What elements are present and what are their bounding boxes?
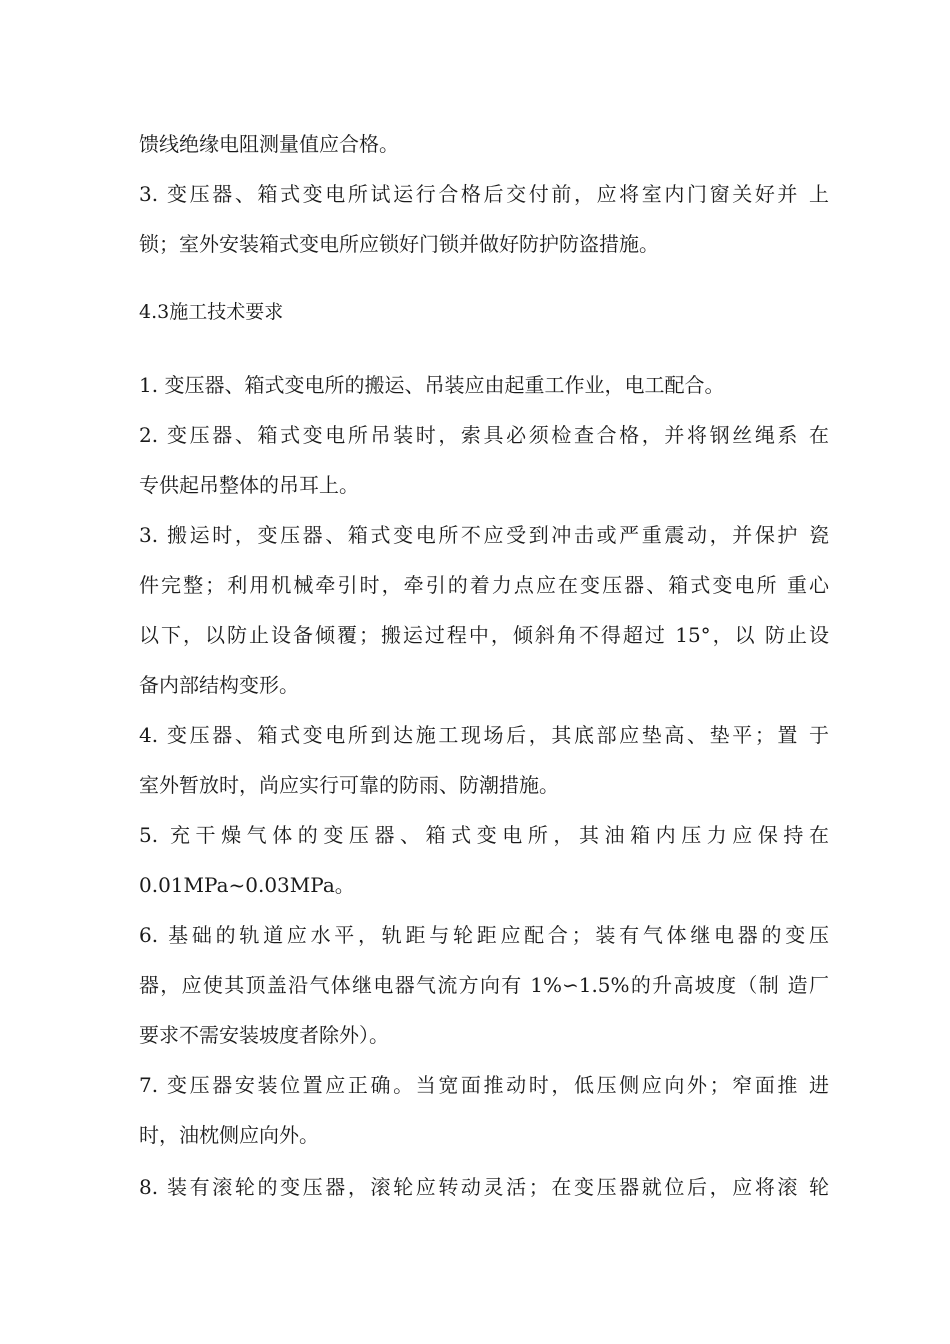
text-line-req-4-a: 4. 变压器、箱式变电所到达施工现场后，其底部应垫高、垫平；置 于 xyxy=(139,723,829,747)
text-line-req-8-a: 8. 装有滚轮的变压器，滚轮应转动灵活；在变压器就位后，应将滚 轮 xyxy=(139,1175,829,1199)
text-line-req-4-b: 室外暂放时，尚应实行可靠的防雨、防潮措施。 xyxy=(139,773,559,797)
text-line-req-3-c: 以下，以防止设备倾覆；搬运过程中，倾斜角不得超过 15°，以 防止设 xyxy=(139,623,829,647)
text-line-req-6-a: 6. 基础的轨道应水平，轨距与轮距应配合；装有气体继电器的变压 xyxy=(139,923,829,947)
text-line-req-2-a: 2. 变压器、箱式变电所吊装时，索具必须检查合格，并将钢丝绳系 在 xyxy=(139,423,829,447)
text-line-item-3-a: 3. 变压器、箱式变电所试运行合格后交付前，应将室内门窗关好并 上 xyxy=(139,182,829,206)
text-line-req-6-b: 器，应使其顶盖沿气体继电器气流方向有 1%∽1.5%的升高坡度（制 造厂 xyxy=(139,973,829,997)
text-line-req-7-a: 7. 变压器安装位置应正确。当宽面推动时，低压侧应向外；窄面推 进 xyxy=(139,1073,829,1097)
text-line-req-5-b: 0.01MPa~0.03MPa。 xyxy=(139,873,355,897)
text-line-feeder-insulation: 馈线绝缘电阻测量值应合格。 xyxy=(139,132,399,156)
text-line-item-3-b: 锁；室外安装箱式变电所应锁好门锁并做好防护防盗措施。 xyxy=(139,232,659,256)
text-line-req-6-c: 要求不需安装坡度者除外）。 xyxy=(139,1023,389,1047)
text-line-req-5-a: 5. 充干燥气体的变压器、箱式变电所，其油箱内压力应保持在 xyxy=(139,823,829,847)
text-line-req-3-a: 3. 搬运时，变压器、箱式变电所不应受到冲击或严重震动，并保护 瓷 xyxy=(139,523,829,547)
text-line-req-3-b: 件完整；利用机械牵引时，牵引的着力点应在变压器、箱式变电所 重心 xyxy=(139,573,829,597)
text-line-req-2-b: 专供起吊整体的吊耳上。 xyxy=(139,473,359,497)
section-heading: 4.3施工技术要求 xyxy=(139,301,284,323)
text-line-req-1: 1. 变压器、箱式变电所的搬运、吊装应由起重工作业，电工配合。 xyxy=(139,373,725,397)
text-line-req-3-d: 备内部结构变形。 xyxy=(139,673,299,697)
text-line-req-7-b: 时，油枕侧应向外。 xyxy=(139,1123,319,1147)
